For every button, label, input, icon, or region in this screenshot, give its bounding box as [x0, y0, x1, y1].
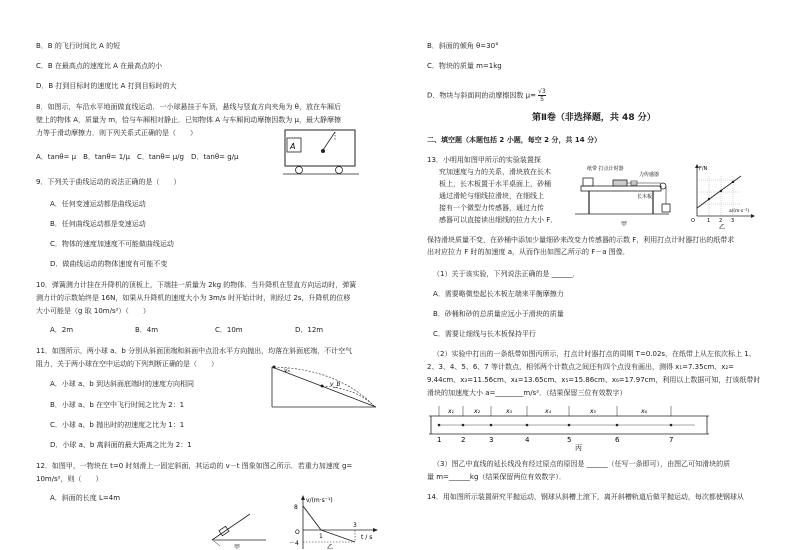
q13-timer-label: 纸带 打点计时器	[587, 166, 624, 172]
q13-graph-tick-2: 2	[719, 218, 723, 224]
tape-point-label: 3	[489, 436, 494, 444]
q9-stem: 9．下列关于曲线运动的说法正确的是（ ）	[36, 178, 181, 186]
q10-stem-line2: 测力计的示数始终是 16N，如果从升降机的速度大小为 3m/s 时开始计时，则经过 2s，升降机的位移	[36, 294, 351, 302]
q10-option-c: C．10m	[215, 326, 243, 334]
q8-stem-line1: 8．如图示，车沿水平地面做直线运动．一小球悬挂于车顶，悬线与竖直方向夹角为 θ，放在车厢后	[36, 103, 341, 111]
q12-yi-caption: 乙	[327, 544, 334, 550]
q12-option-d-fraction	[538, 88, 546, 103]
q7-option-c: C．B 在最高点的速度比 A 在最高点的小	[36, 62, 163, 70]
tape-gap-label: x₁	[448, 408, 454, 415]
q13-line5: 接有一个微型力传感器，通过力传	[439, 204, 544, 212]
q12-incline-figure	[210, 510, 268, 550]
q12-option-d	[427, 88, 546, 103]
q13-line2: 究加速度与力的关系，滑块放在长木	[439, 168, 551, 176]
q13-sensor-label: 力传感器	[639, 172, 660, 178]
q13-fa-graph	[687, 162, 757, 230]
q11-incline-figure	[268, 363, 380, 413]
tape-point-label: 7	[669, 436, 674, 444]
object-a-label: A	[290, 142, 296, 151]
q11-option-b: B．小球 a、b 在空中飞行时间之比为 2：1	[50, 401, 185, 409]
q8-options: A．tanθ= μ B．tanθ= 1/μ C．tanθ= μ/g D．tanθ= g/μ	[36, 153, 239, 161]
q12-vt-graph	[283, 493, 383, 550]
q11-stem-line2: 阻力，关于两小球在空中运动的下列判断正确的是（ ）	[36, 360, 218, 368]
tape-point	[462, 424, 465, 427]
q11-vb-label: v_b	[330, 381, 341, 388]
q13-sub3-line1: （3）图乙中直线的延长线没有经过原点的原因是 ______（任写一条即可），由图乙可知滑块的质	[433, 460, 731, 468]
q13-jia-caption: 甲	[621, 221, 628, 228]
q10-option-d: D．12m	[295, 326, 324, 334]
q12-graph-neg4: －4	[289, 540, 299, 547]
q11-option-d: D．小球 a、b 离斜面的最大距离之比为 2：1	[50, 441, 192, 449]
q11-option-a: A．小球 a、b 到达斜面底端时的速度方向相同	[50, 380, 194, 388]
q12-option-d-text: D．物块与斜面间的动摩擦因数 μ=	[427, 91, 536, 100]
q8-stem-line2: 壁上的物体 A，质量为 m，恰与车厢相对静止．已知物体 A 与车厢间动摩擦因数为 μ，最大静摩擦	[36, 116, 341, 124]
q10-option-a: A．2m	[50, 326, 74, 334]
q13-line6: 感器可以直接读出细线的拉力大小 F．	[439, 216, 558, 224]
q8-cart-figure	[283, 128, 361, 178]
q13-graph-tick-3: 3	[731, 218, 735, 224]
q9-option-b: B．任何曲线运动都是变速运动	[50, 220, 146, 228]
q12-option-a: A．斜面的长度 L=4m	[50, 494, 121, 502]
q13-sub1-option-a: A．需要略微垫起长木板左端来平衡摩擦力	[433, 290, 564, 298]
tape-point-label: 6	[615, 436, 620, 444]
q8-stem-line3: 力等于滑动摩擦力．则下列关系式正确的是（ ）	[36, 129, 197, 137]
q13-yi-caption: 乙	[719, 224, 726, 230]
tape-gap-label: x₆	[641, 408, 647, 415]
q13-sub2-line1: （2）实验中打出的一条纸带如图丙所示，打点计时器打点的周期 T=0.02s，在纸带上从左依次标上 1、	[433, 350, 756, 358]
tape-caption: 丙	[575, 444, 582, 452]
q13-sub2-line2: 2、3、4、5、6、7 等计数点，相邻两个计数点之间还有四个点没有画出，测得 x₁=7.35cm、x₂=	[427, 363, 735, 371]
fill-section-title: 二、填空题（本题包括 2 小题，每空 2 分，共 14 分）	[427, 136, 602, 144]
q13-graph-a-label: a/(m·s⁻²)	[729, 209, 750, 214]
tape-point	[670, 424, 673, 427]
q11-stem-line1: 11．如图所示，两小球 a、b 分别从斜面顶端和斜面中点沿水平方向抛出，均落在斜面底端，不计空气	[36, 347, 353, 355]
q12-option-b: B．斜面的倾角 θ=30°	[427, 42, 499, 50]
q14-line1: 14．用如图所示装置研究平抛运动，钢球从斜槽上滚下，离开斜槽轨道后做平抛运动，每次都使钢球从	[427, 493, 744, 501]
q13-line1: 13．小明用如图甲所示的实验装置探	[427, 156, 541, 164]
fraction-denominator: 5	[540, 96, 544, 103]
tape-point	[568, 424, 571, 427]
q13-graph-f-label: F/N	[699, 166, 708, 172]
tape-point	[490, 424, 493, 427]
q12-graph-3: 3	[353, 522, 357, 529]
tape-point-label: 2	[461, 436, 466, 444]
q13-sub1: （1）关于该实验，下列说法正确的是 ______．	[433, 270, 580, 278]
q13-sub1-option-c: C．需要让细线与长木板保持平行	[433, 330, 536, 338]
q13-graph-tick-1: 1	[707, 218, 711, 224]
tape-point	[438, 424, 441, 427]
q13-line4: 通过滑轮与细线拉滑块，在细线上	[439, 192, 544, 200]
tape-point	[616, 424, 619, 427]
tape-gap-label: x₂	[474, 408, 480, 415]
tape-point-label: 4	[525, 436, 530, 444]
q10-stem-line3: 大小可能是（g 取 10m/s²）（ ）	[36, 307, 150, 315]
q9-option-a: A．任何变速运动都是曲线运动	[50, 200, 146, 208]
q11-option-c: C．小球 a、b 抛出时的初速度之比为 1：1	[50, 421, 185, 429]
q13-line7: 保持滑块质量不变，在砂桶中添加少量细砂来改变力传感器的示数 F，利用打点计时器打出的纸带求	[427, 236, 735, 244]
q9-option-d: D．做曲线运动的物体速度有可能不变	[50, 260, 168, 268]
q13-sub2-line3: 9.44cm、x₃=11.56cm、x₄=13.65cm、x₅=15.86cm、x₆=17.97cm，利用以上数据可知，打该纸带时	[427, 376, 761, 384]
q12-stem-line1: 12．如图甲，一物块在 t=0 时刻滑上一固定斜面，其运动的 v－t 图象如图乙所示．若重力加速度 g=	[36, 462, 353, 470]
tape-gap-label: x₅	[590, 408, 596, 415]
q13-board-label: 长木板	[637, 194, 653, 200]
fraction-numerator: √3	[538, 88, 546, 95]
q12-graph-y-label: v/(m·s⁻¹)	[306, 497, 333, 504]
q10-option-b: B．4m	[135, 326, 159, 334]
q9-option-c: C．物体的速度加速度不可能做曲线运动	[50, 240, 174, 248]
q11-va-label: vₐ	[284, 367, 290, 374]
tape-gap-label: x₃	[506, 408, 512, 415]
q13-sub1-option-b: B．砂桶和砂的总质量应远小于滑块的质量	[433, 310, 564, 318]
q13-sub3-line2: 量 m=______kg（结果保留两位有效数字）．	[427, 473, 566, 481]
tape-point-label: 5	[567, 436, 572, 444]
q13-line3: 板上，长木板置于水平桌面上，砂桶	[439, 180, 551, 188]
q10-stem-line1: 10．弹簧测力计挂在升降机的顶板上，下端挂一质量为 2kg 的物体．当升降机在竖直方向运动时，弹簧	[36, 281, 357, 289]
q12-graph-origin: O	[295, 529, 300, 536]
q13-graph-origin: O	[691, 218, 695, 224]
q7-option-b: B．B 的飞行时间比 A 的短	[36, 42, 121, 50]
q12-graph-t-label: t / s	[361, 534, 373, 541]
part2-title: 第Ⅱ卷（非选择题，共 48 分）	[532, 113, 656, 123]
q12-graph-8: 8	[294, 504, 298, 511]
q12-stem-line2: 10m/s²，则（ ）	[36, 475, 103, 483]
q13-sub2-line4: 滑块的加速度大小 a=________m/s²．（结果保留三位有效数字）	[427, 389, 627, 397]
q12-graph-1: 1	[319, 533, 323, 540]
tape-gap-label: x₄	[545, 408, 551, 415]
tape-point	[526, 424, 529, 427]
q13-line8: 出对应拉力 F 时的加速度 a，从而作出如图乙所示的 F－a 图像．	[427, 248, 630, 256]
q13-apparatus-figure	[573, 162, 685, 230]
q12-jia-caption: 甲	[234, 544, 241, 550]
tape-point-label: 1	[437, 436, 442, 444]
q12-option-c: C．物块的质量 m=1kg	[427, 62, 502, 70]
q13-paper-tape	[427, 404, 711, 454]
q7-option-d: D．B 打到目标时的速度比 A 打到目标时的大	[36, 82, 177, 90]
